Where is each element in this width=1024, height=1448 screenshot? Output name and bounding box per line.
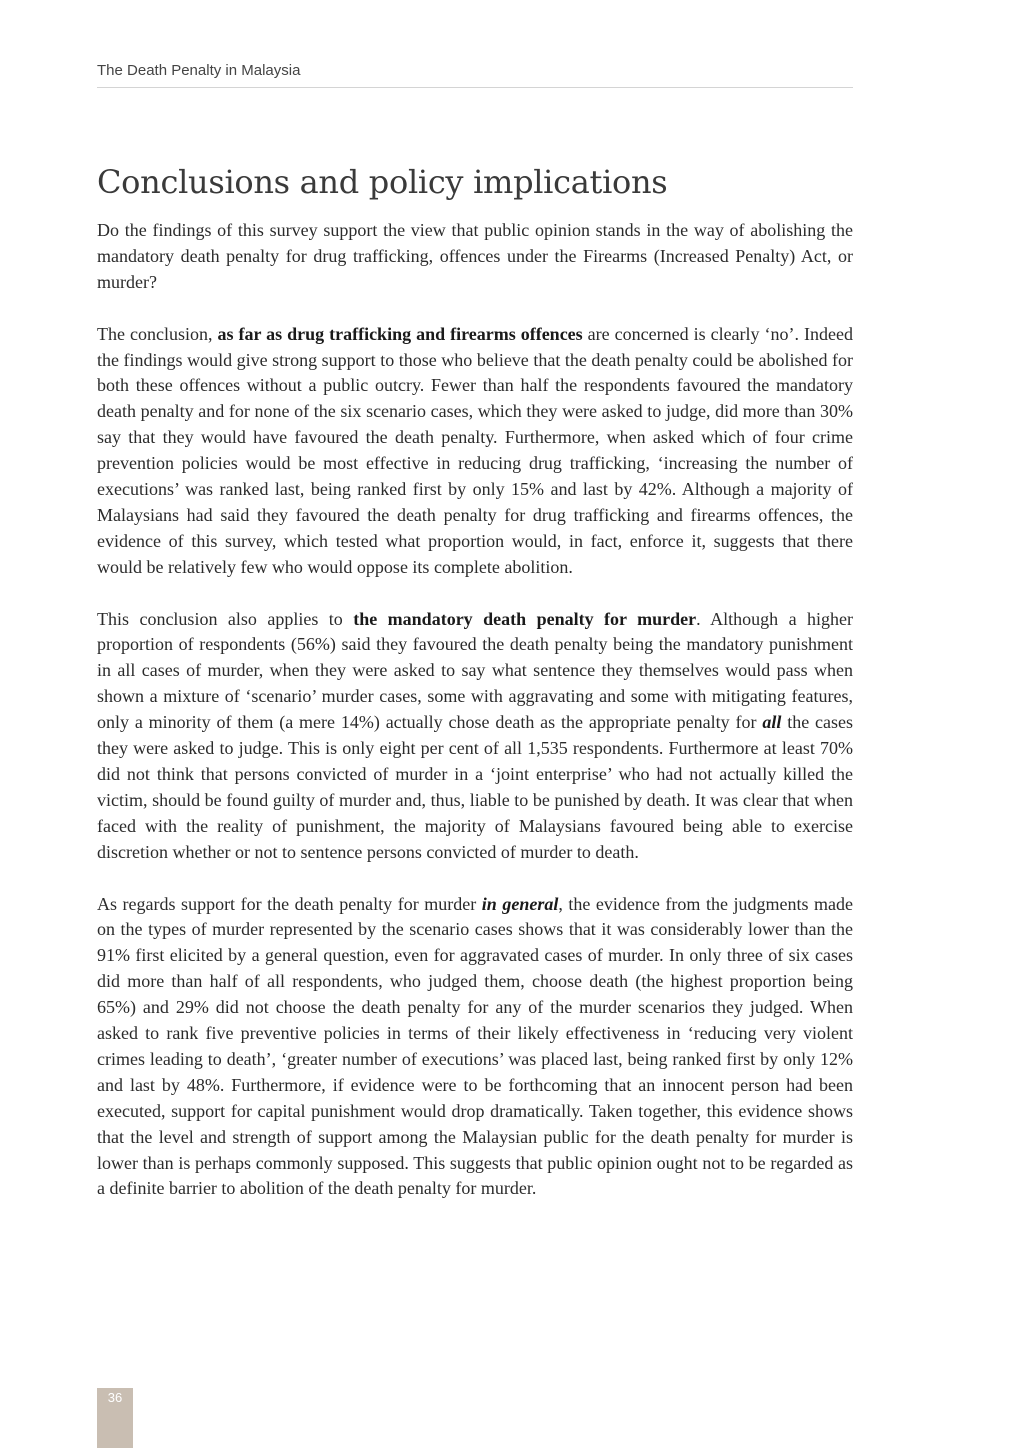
paragraph-2-before: The conclusion, (97, 323, 218, 344)
paragraph-1 (97, 218, 853, 296)
paragraph-3-emphasis: the mandatory death penalty for murder (353, 608, 697, 629)
paragraph-3-after: the cases they were asked to judge. This is only eight per cent of all 1,535 respondents. Furthermore at least 70% did not think that persons convicted of murder in a ‘joint enterprise’ who had not actually killed the victim, should be found guilty of murder and, thus, liable to be punished by death. It was clear that when faced with the reality of punishment, the majority of Malaysians favoured being able to exercise discretion whether or not to sentence persons convicted of murder to death. (97, 712, 854, 862)
paragraph-4-after: , the evidence from the judgments made on the types of murder represented by the scenario cases shows that it was considerably lower than the 91% first elicited by a general question, even for aggravated cases of murder. In only three of six cases did more than half of all respondents, who judged them, choose death (the highest proportion being 65%) and 29% did not choose the death penalty for any of the murder scenarios they judged. When asked to rank five preventive policies in terms of their likely effectiveness in ‘reducing very violent crimes leading to death’, ‘greater number of executions’ was placed last, being ranked first by only 12% and last by 48%. Furthermore, if evidence were to be forthcoming that an innocent person had been executed, support for capital punishment would drop dramatically. Taken together, this evidence shows that the level and strength of support among the Malaysian public for the death penalty for murder is lower than is perhaps commonly supposed. This suggests that public opinion ought not to be regarded as a definite barrier to abolition of the death penalty for murder. (97, 893, 854, 1199)
paragraph-2-after: are concerned is clearly ‘no’. Indeed the findings would give strong support to those who believe that the death penalty could be abolished for both these offences without a public outcry. Fewer than half the respondents favoured the mandatory death penalty and for none of the six scenario cases, which they were asked to judge, did more than 30% say that they would have favoured the death penalty. Furthermore, when asked which of four crime prevention policies would be most effective in reducing drug trafficking, ‘increasing the number of executions’ was ranked last, being ranked first by only 15% and last by 42%. Although a majority of Malaysians had said they favoured the death penalty for drug trafficking and firearms offences, the evidence of this survey, which tested what proportion would, in fact, enforce it, suggests that there would be relatively few who would oppose its complete abolition. (97, 323, 853, 577)
section-heading: Conclusions and policy implications (97, 163, 668, 201)
paragraph-4 (97, 892, 853, 1203)
paragraph-3-emphasis-italic: all (762, 712, 782, 733)
paragraph-2-emphasis: as far as drug trafficking and firearms offences (217, 323, 583, 344)
paragraph-3-middle: . Although a higher proportion of respondents (56%) said they favoured the death penalty being the mandatory punishment in all cases of murder, when they were asked to say what sentence they themselves would pass when shown a mixture of ‘scenario’ murder cases, some with aggravating and some with mitigating features, only a minority of them (a mere 14%) actually chose death as the appropriate penalty for (97, 608, 853, 733)
page-number-tab (97, 1388, 133, 1448)
page-number: 36 (107, 1390, 123, 1405)
paragraph-3 (97, 607, 853, 866)
running-header-title: The Death Penalty in Malaysia (97, 62, 301, 79)
page-content (97, 160, 853, 1228)
paragraph-1-text: Do the findings of this survey support the view that public opinion stands in the way of abolishing the mandatory death penalty for drug trafficking, offences under the Firearms (Increased Penalty) Act, or murder? (97, 220, 853, 292)
paragraph-4-before: As regards support for the death penalty for murder (97, 893, 482, 914)
paragraph-3-before: This conclusion also applies to (97, 608, 354, 629)
paragraph-2 (97, 322, 853, 581)
running-header (97, 62, 853, 88)
paragraph-4-emphasis-italic: in general (481, 893, 559, 914)
